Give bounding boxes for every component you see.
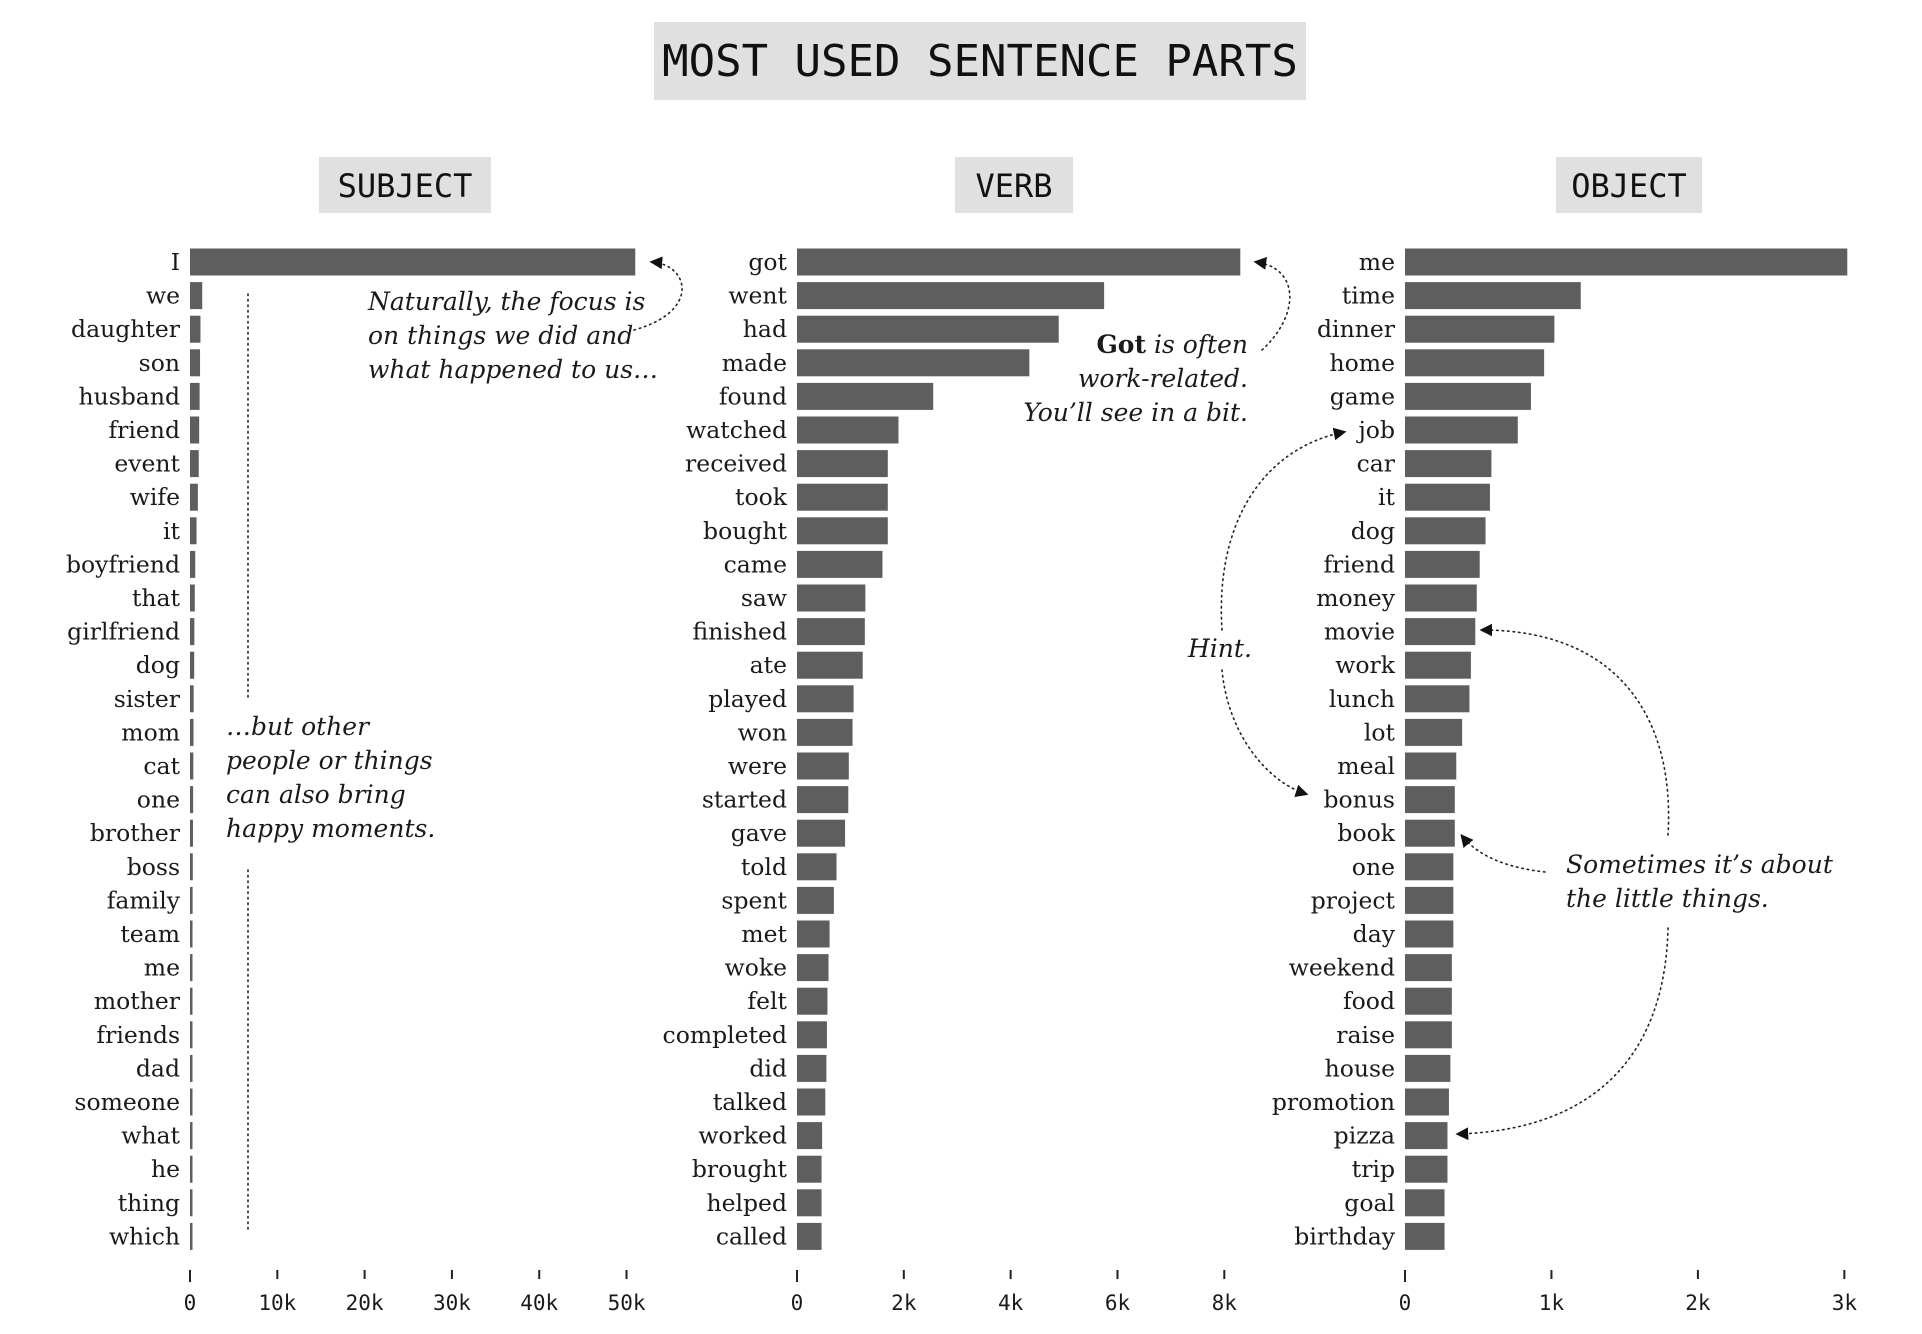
verb-category-label: bought: [703, 516, 787, 545]
subject-category-label: friend: [108, 416, 180, 444]
verb-category-label: called: [715, 1222, 787, 1251]
verb-bar: [797, 484, 888, 511]
verb-bar: [797, 1223, 822, 1250]
object-bar: [1405, 551, 1480, 578]
subject-bar: [190, 551, 195, 578]
annotation-line: work-related.: [1078, 364, 1248, 393]
subject-bar: [190, 1021, 193, 1048]
object-bar: [1405, 417, 1518, 444]
verb-category-label: talked: [712, 1088, 787, 1116]
subject-bar: [190, 1055, 193, 1082]
object-category-label: lot: [1363, 718, 1395, 747]
verb-bar: [797, 316, 1059, 343]
subject-category-label: one: [136, 785, 180, 814]
subject-category-label: husband: [78, 382, 180, 411]
annotation-line: Sometimes it’s about: [1566, 850, 1833, 879]
object-bar: [1405, 921, 1453, 948]
verb-category-label: gave: [730, 819, 787, 848]
object-category-label: day: [1352, 920, 1395, 948]
object-bar: [1405, 988, 1452, 1015]
object-tick-label: 2k: [1685, 1291, 1711, 1315]
verb-bar: [797, 1156, 822, 1183]
verb-category-label: ate: [749, 651, 787, 680]
object-bar: [1405, 786, 1455, 813]
object-category-label: lunch: [1328, 684, 1395, 713]
object-bar: [1405, 585, 1477, 612]
object-bar: [1405, 685, 1469, 712]
subject-bar: [190, 887, 193, 914]
object-category-label: goal: [1344, 1188, 1395, 1217]
annotation-line: the little things.: [1566, 884, 1769, 913]
object-category-label: it: [1378, 483, 1395, 512]
object-category-label: job: [1358, 416, 1395, 444]
verb-category-label: had: [742, 315, 787, 344]
subject-category-label: family: [106, 886, 180, 915]
object-bar: [1405, 484, 1490, 511]
object-panel: [1272, 157, 1857, 1315]
annotation-line: Naturally, the focus is: [368, 287, 646, 316]
hint-annotation: [1187, 432, 1344, 794]
subject-category-label: I: [170, 248, 180, 276]
object-bar: [1405, 820, 1455, 847]
subject-header-label: SUBJECT: [337, 167, 473, 205]
verb-bar: [797, 1055, 826, 1082]
object-bar: [1405, 450, 1491, 477]
verb-category-label: went: [728, 281, 787, 310]
verb-category-label: woke: [724, 953, 787, 982]
verb-bar: [797, 618, 865, 645]
object-arrow-movie: [1482, 630, 1669, 835]
verb-bar: [797, 820, 845, 847]
object-category-label: dinner: [1317, 315, 1395, 344]
subject-bar: [190, 383, 200, 410]
verb-category-label: started: [701, 785, 787, 814]
object-bar: [1405, 887, 1453, 914]
verb-category-label: spent: [721, 886, 787, 915]
verb-bar: [797, 1189, 822, 1216]
subject-bar: [190, 820, 193, 847]
subject-bar: [190, 921, 193, 948]
annotation-line: can also bring: [226, 780, 406, 809]
verb-bar: [797, 954, 829, 981]
subject-bar: [190, 517, 197, 544]
subject-category-label: wife: [129, 483, 180, 512]
object-bar: [1405, 853, 1453, 880]
annotation-line: people or things: [226, 746, 433, 775]
subject-tick-label: 10k: [258, 1291, 297, 1315]
subject-bar: [190, 1089, 193, 1116]
subject-category-label: which: [108, 1222, 180, 1251]
object-category-label: time: [1341, 281, 1395, 310]
object-category-label: car: [1356, 449, 1395, 478]
subject-tick-label: 20k: [345, 1291, 384, 1315]
subject-annotation-top: [367, 262, 682, 384]
verb-bar: [797, 685, 854, 712]
annotation-line: [1096, 330, 1248, 359]
subject-category-label: thing: [117, 1188, 180, 1217]
subject-category-label: brother: [89, 819, 180, 848]
verb-bar: [797, 786, 848, 813]
subject-category-label: son: [138, 348, 180, 377]
subject-tick-label: 30k: [432, 1291, 471, 1315]
object-bar: [1405, 1122, 1447, 1149]
object-category-label: movie: [1323, 617, 1395, 646]
verb-bar: [797, 585, 865, 612]
object-bar: [1405, 1089, 1449, 1116]
object-bar: [1405, 1021, 1452, 1048]
annotation-line: what happened to us…: [368, 355, 659, 384]
object-bar: [1405, 719, 1462, 746]
verb-category-label: took: [735, 483, 787, 512]
subject-category-label: event: [114, 449, 180, 478]
subject-bar: [190, 685, 194, 712]
annotation-line: happy moments.: [226, 814, 436, 843]
verb-category-label: received: [685, 449, 787, 478]
verb-category-label: worked: [698, 1121, 787, 1150]
verb-category-label: finished: [692, 617, 787, 646]
subject-category-label: daughter: [71, 315, 180, 344]
subject-tick-label: 40k: [520, 1291, 559, 1315]
object-bar: [1405, 652, 1471, 679]
subject-annotation-middle: [226, 294, 435, 1232]
subject-bar: [190, 417, 199, 444]
verb-bar: [797, 753, 849, 780]
object-bar: [1405, 383, 1531, 410]
main-title-text: MOST USED SENTENCE PARTS: [662, 36, 1298, 87]
verb-category-label: found: [718, 382, 787, 411]
subject-category-label: boss: [126, 852, 180, 881]
subject-category-label: girlfriend: [67, 617, 180, 646]
subject-category-label: me: [143, 953, 180, 982]
annotation-line: Hint.: [1188, 634, 1252, 663]
object-category-label: trip: [1351, 1155, 1395, 1184]
verb-category-label: did: [749, 1054, 787, 1083]
object-bar: [1405, 517, 1486, 544]
subject-category-label: mother: [93, 987, 180, 1016]
verb-bar: [797, 853, 837, 880]
verb-bar: [797, 719, 853, 746]
annotation-line: You’ll see in a bit.: [1023, 398, 1248, 427]
object-category-label: food: [1342, 987, 1395, 1016]
object-header-label: OBJECT: [1571, 167, 1687, 205]
verb-bar: [797, 887, 834, 914]
object-bar: [1405, 954, 1452, 981]
object-category-label: bonus: [1323, 785, 1395, 814]
object-category-label: house: [1324, 1054, 1395, 1083]
object-category-label: birthday: [1294, 1222, 1395, 1251]
object-category-label: friend: [1323, 550, 1395, 579]
verb-category-label: came: [723, 550, 787, 579]
subject-bar: [190, 1223, 193, 1250]
verb-bar: [797, 249, 1240, 276]
annotation-bold-word: Got: [1096, 330, 1147, 359]
subject-category-label: someone: [74, 1088, 180, 1116]
subject-bar: [190, 853, 193, 880]
subject-category-label: he: [150, 1155, 180, 1184]
subject-bar: [190, 450, 199, 477]
object-category-label: dog: [1350, 516, 1395, 545]
verb-bar: [797, 349, 1029, 376]
object-category-label: home: [1329, 348, 1395, 377]
verb-tick-label: 2k: [891, 1291, 917, 1315]
subject-category-label: dad: [135, 1054, 180, 1083]
verb-header-label: VERB: [975, 167, 1053, 205]
subject-category-label: boyfriend: [65, 550, 180, 579]
subject-category-label: that: [131, 584, 180, 612]
subject-bar: [190, 1156, 193, 1183]
verb-bar: [797, 450, 888, 477]
verb-category-label: won: [737, 718, 787, 747]
object-annotation: [1458, 630, 1834, 1134]
object-bar: [1405, 249, 1847, 276]
verb-tick-label: 6k: [1104, 1291, 1131, 1315]
verb-category-label: felt: [747, 987, 787, 1016]
verb-bar: [797, 417, 898, 444]
verb-category-label: met: [741, 920, 787, 948]
object-category-label: project: [1310, 886, 1395, 915]
object-category-label: pizza: [1333, 1121, 1395, 1150]
object-bar: [1405, 618, 1475, 645]
subject-tick-label: 0: [183, 1291, 197, 1315]
object-bar: [1405, 753, 1456, 780]
verb-bar: [797, 383, 933, 410]
verb-category-label: told: [740, 852, 787, 881]
object-category-label: me: [1358, 248, 1395, 276]
verb-category-label: helped: [706, 1188, 787, 1217]
subject-bar: [190, 585, 195, 612]
subject-bar: [190, 484, 198, 511]
verb-bar: [797, 517, 888, 544]
object-category-label: promotion: [1271, 1088, 1395, 1116]
object-arrow-book: [1462, 836, 1545, 872]
object-category-label: book: [1337, 819, 1395, 848]
object-category-label: meal: [1337, 752, 1395, 780]
verb-bar: [797, 282, 1104, 309]
verb-bar: [797, 1122, 822, 1149]
object-category-label: money: [1316, 584, 1395, 612]
object-tick-label: 3k: [1831, 1291, 1858, 1315]
verb-tick-label: 0: [790, 1291, 804, 1315]
verb-bar: [797, 1089, 825, 1116]
subject-bar: [190, 988, 193, 1015]
verb-category-label: brought: [691, 1155, 787, 1184]
verb-tick-label: 4k: [997, 1291, 1024, 1315]
subject-category-label: team: [120, 920, 180, 948]
object-category-label: one: [1351, 852, 1395, 881]
subject-bar: [190, 786, 193, 813]
object-tick-label: 1k: [1538, 1291, 1565, 1315]
subject-category-label: friends: [96, 1020, 180, 1049]
annotation-line-rest: is often: [1146, 330, 1248, 359]
subject-bar: [190, 652, 194, 679]
object-bar: [1405, 1055, 1450, 1082]
object-bar: [1405, 1156, 1447, 1183]
object-category-label: raise: [1336, 1020, 1395, 1049]
subject-bar: [190, 753, 193, 780]
object-arrow-pizza: [1458, 928, 1668, 1134]
subject-category-label: dog: [135, 651, 180, 680]
verb-bar: [797, 551, 882, 578]
verb-bar: [797, 652, 863, 679]
object-category-label: work: [1335, 651, 1395, 680]
verb-category-label: saw: [740, 584, 787, 612]
annotation-line: …but other: [226, 712, 370, 741]
subject-category-label: mom: [121, 718, 180, 747]
verb-tick-label: 8k: [1211, 1291, 1237, 1315]
verb-bar: [797, 1021, 827, 1048]
subject-category-label: what: [121, 1121, 180, 1150]
object-bar: [1405, 1223, 1445, 1250]
subject-bar: [190, 954, 193, 981]
verb-category-label: were: [727, 752, 787, 780]
object-bar: [1405, 282, 1581, 309]
verb-category-label: made: [721, 348, 787, 377]
object-bar: [1405, 349, 1544, 376]
verb-bar: [797, 988, 827, 1015]
verb-category-label: got: [748, 248, 787, 276]
hint-arrow-down: [1222, 670, 1306, 794]
verb-category-label: watched: [686, 416, 787, 444]
verb-arrow: [1256, 262, 1290, 350]
subject-bar: [190, 719, 193, 746]
object-bar: [1405, 1189, 1445, 1216]
object-bar: [1405, 316, 1554, 343]
subject-category-label: sister: [113, 684, 180, 713]
subject-bar: [190, 282, 202, 309]
object-tick-label: 0: [1398, 1291, 1412, 1315]
subject-category-label: we: [145, 281, 180, 310]
main-title: [654, 22, 1306, 100]
subject-category-label: it: [163, 516, 180, 545]
subject-bar: [190, 316, 200, 343]
verb-category-label: completed: [662, 1020, 787, 1049]
annotation-line: on things we did and: [368, 321, 634, 350]
subject-category-label: cat: [143, 752, 180, 780]
subject-tick-label: 50k: [607, 1291, 646, 1315]
subject-bar: [190, 1122, 193, 1149]
subject-bar: [190, 618, 194, 645]
subject-bar: [190, 349, 200, 376]
verb-category-label: played: [708, 684, 787, 713]
verb-bar: [797, 921, 830, 948]
object-category-label: game: [1329, 382, 1395, 411]
object-category-label: weekend: [1288, 953, 1395, 982]
subject-bar: [190, 249, 635, 276]
subject-bar: [190, 1189, 193, 1216]
